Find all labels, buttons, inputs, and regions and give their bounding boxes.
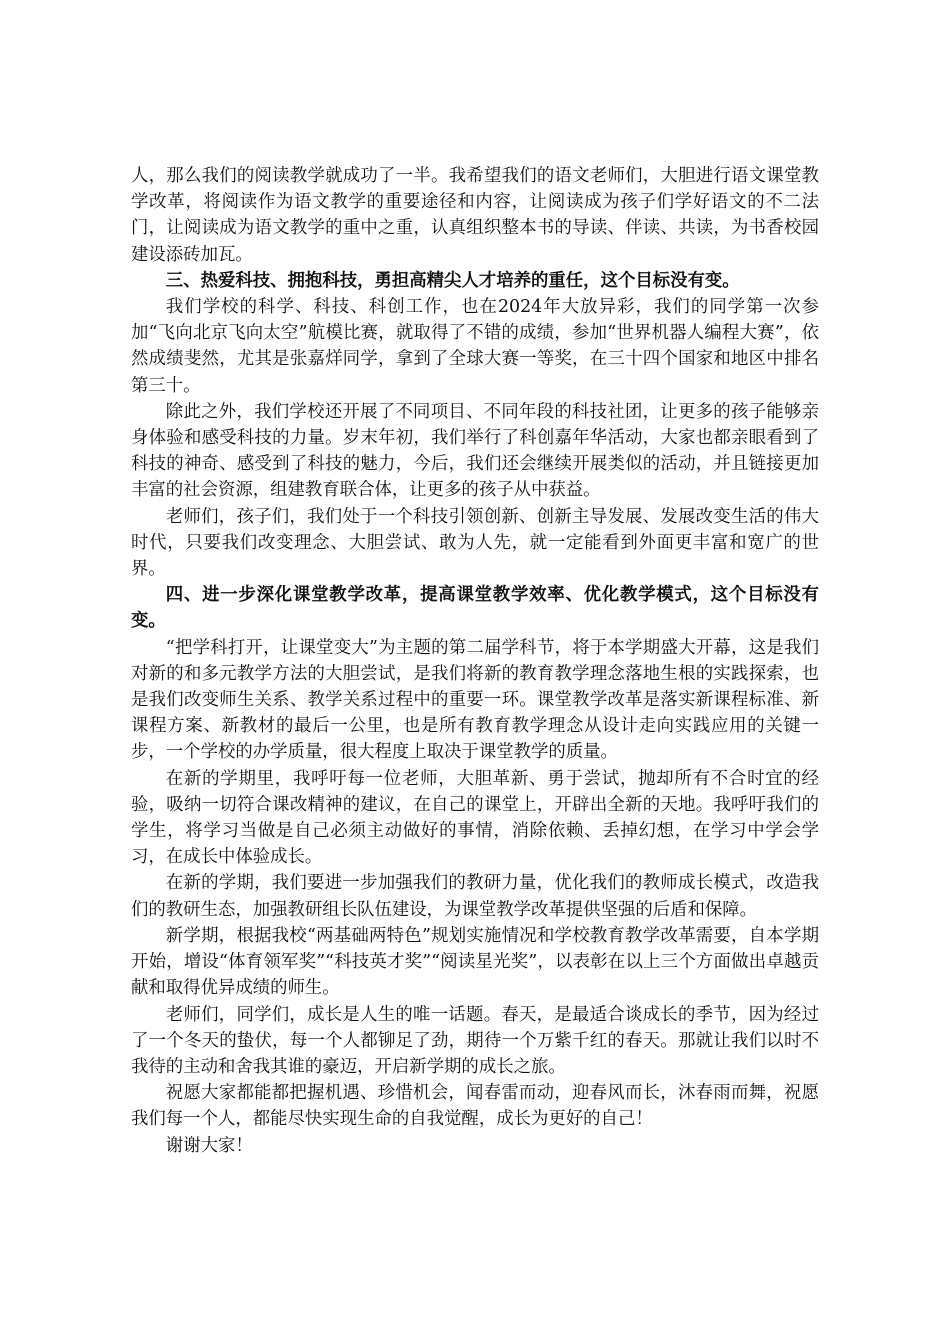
paragraph: 祝愿大家都能都把握机遇、珍惜机会，闻春雷而动，迎春风而长，沐春雨而舞，祝愿我们每一个人，都能尽快实现生命的自我觉醒，成长为更好的自己！	[131, 1083, 819, 1130]
document-page	[131, 163, 819, 1159]
paragraph-continued: 人，那么我们的阅读教学就成功了一半。我希望我们的语文老师们，大胆进行语文课堂教学改革，将阅读作为语文教学的重要途径和内容，让阅读成为孩子们学好语文的不二法门，让阅读成为语文教学的重中之重，认真组织整本书的导读、伴读、共读，为书香校园建设添砖加瓦。	[131, 166, 819, 265]
closing-line: 谢谢大家！	[165, 1135, 253, 1156]
paragraph: 在新的学期，我们要进一步加强我们的教研力量，优化我们的教师成长模式，改造我们的教研生态，加强教研组长队伍建设，为课堂教学改革提供坚强的后盾和保障。	[131, 873, 819, 920]
paragraph: 我们学校的科学、科技、科创工作，也在2024年大放异彩，我们的同学第一次参加“飞向北京飞向太空”航模比赛，就取得了不错的成绩，参加“世界机器人编程大赛”，依然成绩斐然，尤其是张嘉烊同学，拿到了全球大赛一等奖，在三十四个国家和地区中排名第三十。	[131, 297, 819, 396]
paragraph: 除此之外，我们学校还开展了不同项目、不同年段的科技社团，让更多的孩子能够亲身体验和感受科技的力量。岁末年初，我们举行了科创嘉年华活动，大家也都亲眼看到了科技的神奇、感受到了科技的魅力，今后，我们还会继续开展类似的活动，并且链接更加丰富的社会资源，组建教育联合体，让更多的孩子从中获益。	[131, 401, 819, 501]
paragraph: 新学期，根据我校“两基础两特色”规划实施情况和学校教育教学改革需要，自本学期开始，增设“体育领军奖”“科技英才奖”“阅读星光奖”，以表彰在以上三个方面做出卓越贡献和取得优异成绩的师生。	[131, 925, 819, 999]
paragraph: 在新的学期里，我呼吁每一位老师，大胆革新、勇于尝试，抛却所有不合时宜的经验，吸纳一切符合课改精神的建议，在自己的课堂上，开辟出全新的天地。我呼吁我们的学生，将学习当做是自己必须主动做好的事情，消除依赖、丢掉幻想，在学习中学会学习，在成长中体验成长。	[131, 768, 819, 868]
paragraph: 老师们，同学们，成长是人生的唯一话题。春天，是最适合谈成长的季节，因为经过了一个冬天的蛰伏，每一个人都铆足了劲，期待一个万紫千红的春天。那就让我们以时不我待的主动和舍我其谁的豪迈，开启新学期的成长之旅。	[131, 1004, 819, 1077]
section-heading-three: 三、热爱科技、拥抱科技，勇担高精尖人才培养的重任，这个目标没有变。	[165, 270, 740, 291]
section-heading-four: 四、进一步深化课堂教学改革，提高课堂教学效率、优化教学模式，这个目标没有变。	[131, 585, 819, 632]
paragraph: 老师们，孩子们，我们处于一个科技引领创新、创新主导发展、发展改变生活的伟大时代，只要我们改变理念、大胆尝试、敢为人先，就一定能看到外面更丰富和宽广的世界。	[131, 506, 819, 580]
paragraph: “把学科打开，让课堂变大”为主题的第二届学科节，将于本学期盛大开幕，这是我们对新的和多元教学方法的大胆尝试，是我们将新的教育教学理念落地生根的实践探索，也是我们改变师生关系、教学关系过程中的重要一环。课堂教学改革是落实新课程标准、新课程方案、新教材的最后一公里，也是所有教育教学理念从设计走向实践应用的关键一步，一个学校的办学质量，很大程度上取决于课堂教学的质量。	[131, 637, 819, 763]
